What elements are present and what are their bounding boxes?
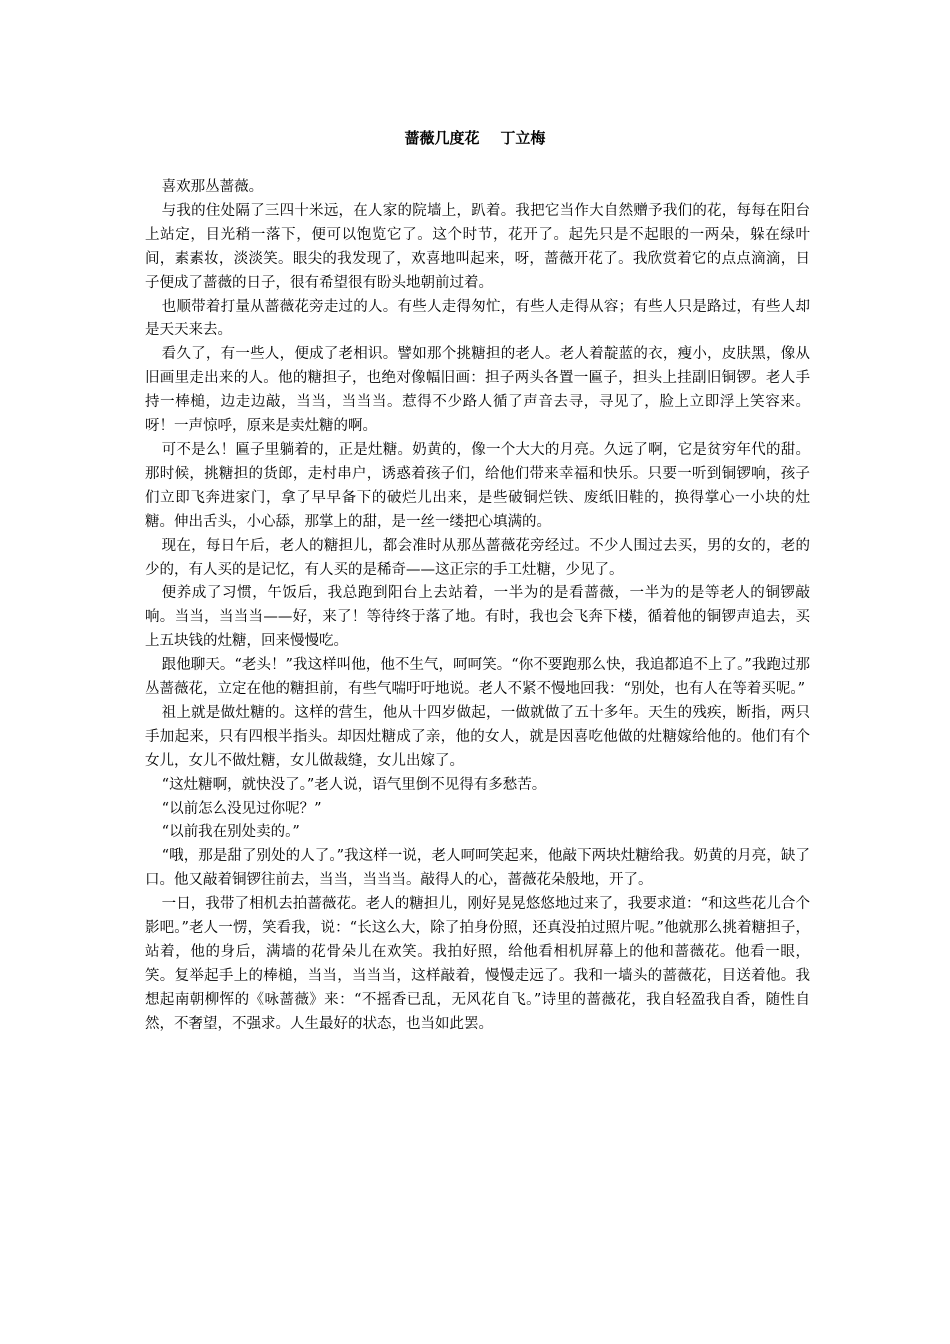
paragraph: 祖上就是做灶糖的。这样的营生，他从十四岁做起，一做就做了五十多年。天生的残疾，断指，两只手加起来，只有四根半指头。却因灶糖成了亲，他的女人，就是因喜吃他做的灶糖嫁给他的。他们有个女儿，女儿不做灶糖，女儿做裁缝，女儿出嫁了。 [145, 704, 810, 769]
document-title: 蔷薇几度花 丁立梅 [404, 129, 546, 147]
paragraph: “以前我在别处卖的。” [161, 824, 300, 841]
paragraph: 便养成了习惯，午饭后，我总跑到阳台上去站着，一半为的是看蔷薇，一半为的是等老人的铜锣敲响。当当，当当当——好，来了！等待终于落了地。有时，我也会飞奔下楼，循着他的铜锣声追去，买上五块钱的灶糖，回来慢慢吃。 [145, 585, 810, 650]
paragraph: 跟他聊天。“老头！”我这样叫他，他不生气，呵呵笑。“你不要跑那么快，我追都追不上了。”我跑过那丛蔷薇花，立定在他的糖担前，有些气喘吁吁地说。老人不紧不慢地回我：“别处，也有人在等着买呢。” [145, 657, 810, 698]
paragraph: 可不是么！匾子里躺着的，正是灶糖。奶黄的，像一个大大的月亮。久远了啊，它是贫穷年代的甜。那时候，挑糖担的货郎，走村串户，诱惑着孩子们，给他们带来幸福和快乐。只要一听到铜锣响，孩子们立即飞奔进家门，拿了早早备下的破烂儿出来，是些破铜烂铁、废纸旧鞋的，换得掌心一小块的灶糖。伸出舌头，小心舔，那掌上的甜，是一丝一缕把心填满的。 [145, 441, 810, 530]
paragraph: “以前怎么没见过你呢？” [161, 800, 322, 817]
paragraph: 喜欢那丛蔷薇。 [161, 179, 264, 195]
paragraph: 现在，每日午后，老人的糖担儿，都会准时从那丛蔷薇花旁经过。不少人围过去买，男的女的，老的少的，有人买的是记忆，有人买的是稀奇——这正宗的手工灶糖，少见了。 [145, 537, 810, 578]
paragraph: 一日，我带了相机去拍蔷薇花。老人的糖担儿，刚好晃晃悠悠地过来了，我要求道：“和这些花儿合个影吧。”老人一愣，笑看我，说：“长这么大，除了拍身份照，还真没拍过照片呢。”他就那么挑着糖担子，站着，他的身后，满墙的花骨朵儿在欢笑。我拍好照，给他看相机屏幕上的他和蔷薇花。他看一眼，笑。复举起手上的棒槌，当当，当当当，这样敲着，慢慢走远了。我和一墙头的蔷薇花，目送着他。我想起南朝柳恽的《咏蔷薇》来：“不摇香已乱，无风花自飞。”诗里的蔷薇花，我自轻盈我自香，随性自然，不奢望，不强求。人生最好的状态，也当如此罢。 [145, 896, 810, 1032]
document-body [145, 176, 810, 1037]
paragraph: 与我的住处隔了三四十米远，在人家的院墙上，趴着。我把它当作大自然赠予我们的花，每每在阳台上站定，目光稍一落下，便可以饱览它了。这个时节，花开了。起先只是不起眼的一两朵，躲在绿叶间，素素妆，淡淡笑。眼尖的我发现了，欢喜地叫起来，呀，蔷薇开花了。我欣赏着它的点点滴滴，日子便成了蔷薇的日子，很有希望很有盼头地朝前过着。 [145, 202, 810, 291]
paragraph: “哦，那是甜了别处的人了。”我这样一说，老人呵呵笑起来，他敲下两块灶糖给我。奶黄的月亮，缺了口。他又敲着铜锣往前去，当当，当当当。敲得人的心，蔷薇花朵般地，开了。 [145, 848, 810, 889]
paragraph: 也顺带着打量从蔷薇花旁走过的人。有些人走得匆忙，有些人走得从容；有些人只是路过，有些人却是天天来去。 [145, 298, 810, 339]
paragraph: 看久了，有一些人，便成了老相识。譬如那个挑糖担的老人。老人着靛蓝的衣，瘦小，皮肤黑，像从旧画里走出来的人。他的糖担子，也绝对像幅旧画：担子两头各置一匾子，担头上挂副旧铜锣。老人手持一棒槌，边走边敲，当当，当当当。惹得不少路人循了声音去寻，寻见了，脸上立即浮上笑容来。呀！一声惊呼，原来是卖灶糖的啊。 [145, 346, 810, 435]
paragraph: “这灶糖啊，就快没了。”老人说，语气里倒不见得有多愁苦。 [161, 776, 547, 793]
